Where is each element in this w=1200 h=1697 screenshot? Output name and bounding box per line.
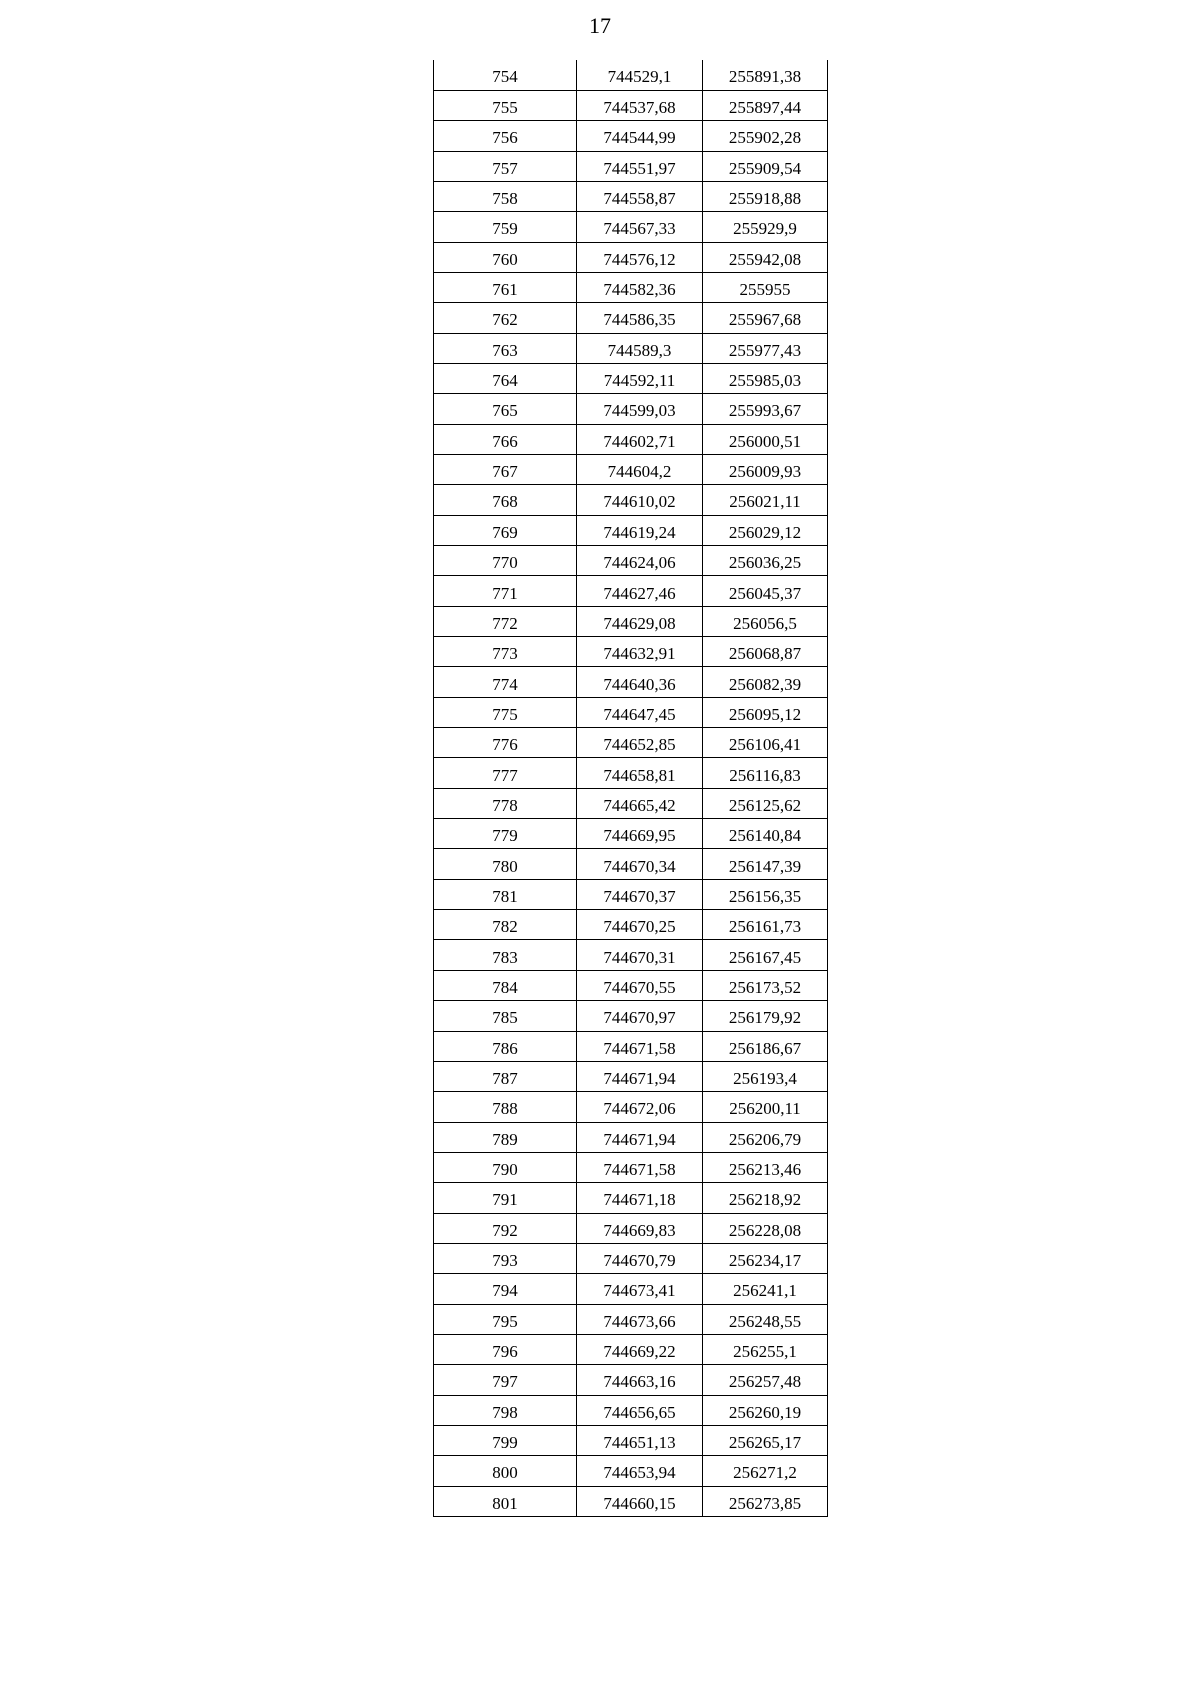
- point-number-cell: 794: [434, 1274, 577, 1304]
- point-number-cell: 786: [434, 1031, 577, 1061]
- y-coordinate-cell: 255909,54: [703, 151, 828, 181]
- table-row: [434, 1425, 828, 1455]
- point-number-cell: 774: [434, 667, 577, 697]
- y-coordinate-cell: 256213,46: [703, 1152, 828, 1182]
- point-number-cell: 772: [434, 606, 577, 636]
- page-number: 17: [589, 13, 611, 38]
- y-coordinate-cell: 256000,51: [703, 424, 828, 454]
- x-coordinate-cell: 744665,42: [577, 788, 703, 818]
- table-row: [434, 1001, 828, 1031]
- x-coordinate-cell: 744651,13: [577, 1425, 703, 1455]
- table-row: [434, 1334, 828, 1364]
- x-coordinate-cell: 744670,97: [577, 1001, 703, 1031]
- point-number-cell: 792: [434, 1213, 577, 1243]
- table-row: [434, 910, 828, 940]
- x-coordinate-cell: 744656,65: [577, 1395, 703, 1425]
- y-coordinate-cell: 256106,41: [703, 728, 828, 758]
- y-coordinate-cell: 256021,11: [703, 485, 828, 515]
- x-coordinate-cell: 744592,11: [577, 363, 703, 393]
- point-number-cell: 776: [434, 728, 577, 758]
- x-coordinate-cell: 744619,24: [577, 515, 703, 545]
- y-coordinate-cell: 255993,67: [703, 394, 828, 424]
- table-row: [434, 819, 828, 849]
- point-number-cell: 779: [434, 819, 577, 849]
- y-coordinate-cell: 256218,92: [703, 1183, 828, 1213]
- y-coordinate-cell: 256173,52: [703, 970, 828, 1000]
- table-row: [434, 576, 828, 606]
- point-number-cell: 773: [434, 637, 577, 667]
- y-coordinate-cell: 255918,88: [703, 181, 828, 211]
- x-coordinate-cell: 744599,03: [577, 394, 703, 424]
- x-coordinate-cell: 744647,45: [577, 697, 703, 727]
- point-number-cell: 796: [434, 1334, 577, 1364]
- table-row: [434, 60, 828, 90]
- point-number-cell: 781: [434, 879, 577, 909]
- table-row: [434, 1092, 828, 1122]
- y-coordinate-cell: 255942,08: [703, 242, 828, 272]
- point-number-cell: 788: [434, 1092, 577, 1122]
- table-row: [434, 606, 828, 636]
- table-row: [434, 1243, 828, 1273]
- y-coordinate-cell: 256193,4: [703, 1061, 828, 1091]
- y-coordinate-cell: 256206,79: [703, 1122, 828, 1152]
- table-row: [434, 151, 828, 181]
- x-coordinate-cell: 744671,58: [577, 1152, 703, 1182]
- y-coordinate-cell: 255902,28: [703, 121, 828, 151]
- table-row: [434, 90, 828, 120]
- point-number-cell: 775: [434, 697, 577, 727]
- table-row: [434, 667, 828, 697]
- x-coordinate-cell: 744582,36: [577, 272, 703, 302]
- point-number-cell: 782: [434, 910, 577, 940]
- table-row: [434, 1152, 828, 1182]
- table-row: [434, 940, 828, 970]
- coordinates-table: [433, 60, 828, 1517]
- point-number-cell: 778: [434, 788, 577, 818]
- x-coordinate-cell: 744627,46: [577, 576, 703, 606]
- point-number-cell: 787: [434, 1061, 577, 1091]
- point-number-cell: 760: [434, 242, 577, 272]
- y-coordinate-cell: 255985,03: [703, 363, 828, 393]
- point-number-cell: 759: [434, 212, 577, 242]
- y-coordinate-cell: 256241,1: [703, 1274, 828, 1304]
- x-coordinate-cell: 744669,83: [577, 1213, 703, 1243]
- x-coordinate-cell: 744673,41: [577, 1274, 703, 1304]
- point-number-cell: 783: [434, 940, 577, 970]
- x-coordinate-cell: 744604,2: [577, 454, 703, 484]
- point-number-cell: 770: [434, 546, 577, 576]
- x-coordinate-cell: 744610,02: [577, 485, 703, 515]
- table-row: [434, 515, 828, 545]
- x-coordinate-cell: 744602,71: [577, 424, 703, 454]
- table-row: [434, 1061, 828, 1091]
- y-coordinate-cell: 256273,85: [703, 1486, 828, 1516]
- x-coordinate-cell: 744632,91: [577, 637, 703, 667]
- point-number-cell: 764: [434, 363, 577, 393]
- point-number-cell: 793: [434, 1243, 577, 1273]
- point-number-cell: 755: [434, 90, 577, 120]
- table-row: [434, 333, 828, 363]
- point-number-cell: 799: [434, 1425, 577, 1455]
- y-coordinate-cell: 256036,25: [703, 546, 828, 576]
- table-row: [434, 454, 828, 484]
- x-coordinate-cell: 744544,99: [577, 121, 703, 151]
- point-number-cell: 795: [434, 1304, 577, 1334]
- y-coordinate-cell: 256255,1: [703, 1334, 828, 1364]
- table-row: [434, 181, 828, 211]
- table-row: [434, 697, 828, 727]
- table-row: [434, 1213, 828, 1243]
- x-coordinate-cell: 744567,33: [577, 212, 703, 242]
- x-coordinate-cell: 744671,58: [577, 1031, 703, 1061]
- y-coordinate-cell: 256056,5: [703, 606, 828, 636]
- y-coordinate-cell: 256260,19: [703, 1395, 828, 1425]
- y-coordinate-cell: 256009,93: [703, 454, 828, 484]
- table-row: [434, 788, 828, 818]
- y-coordinate-cell: 256257,48: [703, 1365, 828, 1395]
- point-number-cell: 791: [434, 1183, 577, 1213]
- y-coordinate-cell: 255967,68: [703, 303, 828, 333]
- x-coordinate-cell: 744669,95: [577, 819, 703, 849]
- table-row: [434, 363, 828, 393]
- table-row: [434, 1304, 828, 1334]
- point-number-cell: 768: [434, 485, 577, 515]
- table-row: [434, 1183, 828, 1213]
- x-coordinate-cell: 744671,18: [577, 1183, 703, 1213]
- y-coordinate-cell: 256116,83: [703, 758, 828, 788]
- point-number-cell: 758: [434, 181, 577, 211]
- table-row: [434, 1486, 828, 1516]
- y-coordinate-cell: 256156,35: [703, 879, 828, 909]
- point-number-cell: 789: [434, 1122, 577, 1152]
- table-row: [434, 212, 828, 242]
- x-coordinate-cell: 744670,34: [577, 849, 703, 879]
- y-coordinate-cell: 255977,43: [703, 333, 828, 363]
- x-coordinate-cell: 744670,25: [577, 910, 703, 940]
- point-number-cell: 761: [434, 272, 577, 302]
- point-number-cell: 777: [434, 758, 577, 788]
- y-coordinate-cell: 256271,2: [703, 1456, 828, 1486]
- x-coordinate-cell: 744663,16: [577, 1365, 703, 1395]
- table-row: [434, 1395, 828, 1425]
- table-row: [434, 1031, 828, 1061]
- point-number-cell: 780: [434, 849, 577, 879]
- point-number-cell: 767: [434, 454, 577, 484]
- x-coordinate-cell: 744653,94: [577, 1456, 703, 1486]
- point-number-cell: 754: [434, 60, 577, 90]
- y-coordinate-cell: 256179,92: [703, 1001, 828, 1031]
- y-coordinate-cell: 256228,08: [703, 1213, 828, 1243]
- x-coordinate-cell: 744658,81: [577, 758, 703, 788]
- table-row: [434, 303, 828, 333]
- x-coordinate-cell: 744576,12: [577, 242, 703, 272]
- x-coordinate-cell: 744558,87: [577, 181, 703, 211]
- x-coordinate-cell: 744586,35: [577, 303, 703, 333]
- x-coordinate-cell: 744671,94: [577, 1122, 703, 1152]
- table-row: [434, 1456, 828, 1486]
- x-coordinate-cell: 744670,37: [577, 879, 703, 909]
- y-coordinate-cell: 256082,39: [703, 667, 828, 697]
- x-coordinate-cell: 744672,06: [577, 1092, 703, 1122]
- x-coordinate-cell: 744629,08: [577, 606, 703, 636]
- x-coordinate-cell: 744669,22: [577, 1334, 703, 1364]
- table-row: [434, 849, 828, 879]
- y-coordinate-cell: 256186,67: [703, 1031, 828, 1061]
- y-coordinate-cell: 255897,44: [703, 90, 828, 120]
- point-number-cell: 785: [434, 1001, 577, 1031]
- point-number-cell: 765: [434, 394, 577, 424]
- x-coordinate-cell: 744670,31: [577, 940, 703, 970]
- y-coordinate-cell: 256045,37: [703, 576, 828, 606]
- point-number-cell: 798: [434, 1395, 577, 1425]
- x-coordinate-cell: 744624,06: [577, 546, 703, 576]
- y-coordinate-cell: 256265,17: [703, 1425, 828, 1455]
- point-number-cell: 766: [434, 424, 577, 454]
- table-row: [434, 637, 828, 667]
- y-coordinate-cell: 255955: [703, 272, 828, 302]
- y-coordinate-cell: 255929,9: [703, 212, 828, 242]
- y-coordinate-cell: 256140,84: [703, 819, 828, 849]
- y-coordinate-cell: 256068,87: [703, 637, 828, 667]
- table-row: [434, 121, 828, 151]
- point-number-cell: 763: [434, 333, 577, 363]
- y-coordinate-cell: 256200,11: [703, 1092, 828, 1122]
- table-row: [434, 272, 828, 302]
- table-row: [434, 1274, 828, 1304]
- point-number-cell: 800: [434, 1456, 577, 1486]
- coordinates-table-body: [434, 60, 828, 1517]
- x-coordinate-cell: 744652,85: [577, 728, 703, 758]
- x-coordinate-cell: 744670,55: [577, 970, 703, 1000]
- y-coordinate-cell: 256248,55: [703, 1304, 828, 1334]
- x-coordinate-cell: 744640,36: [577, 667, 703, 697]
- y-coordinate-cell: 256167,45: [703, 940, 828, 970]
- table-row: [434, 758, 828, 788]
- point-number-cell: 756: [434, 121, 577, 151]
- y-coordinate-cell: 255891,38: [703, 60, 828, 90]
- x-coordinate-cell: 744529,1: [577, 60, 703, 90]
- table-row: [434, 1122, 828, 1152]
- x-coordinate-cell: 744671,94: [577, 1061, 703, 1091]
- point-number-cell: 771: [434, 576, 577, 606]
- table-row: [434, 394, 828, 424]
- point-number-cell: 757: [434, 151, 577, 181]
- table-row: [434, 485, 828, 515]
- point-number-cell: 801: [434, 1486, 577, 1516]
- y-coordinate-cell: 256161,73: [703, 910, 828, 940]
- x-coordinate-cell: 744589,3: [577, 333, 703, 363]
- table-row: [434, 879, 828, 909]
- y-coordinate-cell: 256147,39: [703, 849, 828, 879]
- table-row: [434, 242, 828, 272]
- point-number-cell: 769: [434, 515, 577, 545]
- table-row: [434, 728, 828, 758]
- x-coordinate-cell: 744660,15: [577, 1486, 703, 1516]
- y-coordinate-cell: 256095,12: [703, 697, 828, 727]
- y-coordinate-cell: 256125,62: [703, 788, 828, 818]
- table-row: [434, 970, 828, 1000]
- x-coordinate-cell: 744537,68: [577, 90, 703, 120]
- y-coordinate-cell: 256234,17: [703, 1243, 828, 1273]
- table-row: [434, 1365, 828, 1395]
- point-number-cell: 790: [434, 1152, 577, 1182]
- point-number-cell: 762: [434, 303, 577, 333]
- x-coordinate-cell: 744670,79: [577, 1243, 703, 1273]
- table-row: [434, 424, 828, 454]
- x-coordinate-cell: 744551,97: [577, 151, 703, 181]
- point-number-cell: 797: [434, 1365, 577, 1395]
- x-coordinate-cell: 744673,66: [577, 1304, 703, 1334]
- table-row: [434, 546, 828, 576]
- y-coordinate-cell: 256029,12: [703, 515, 828, 545]
- point-number-cell: 784: [434, 970, 577, 1000]
